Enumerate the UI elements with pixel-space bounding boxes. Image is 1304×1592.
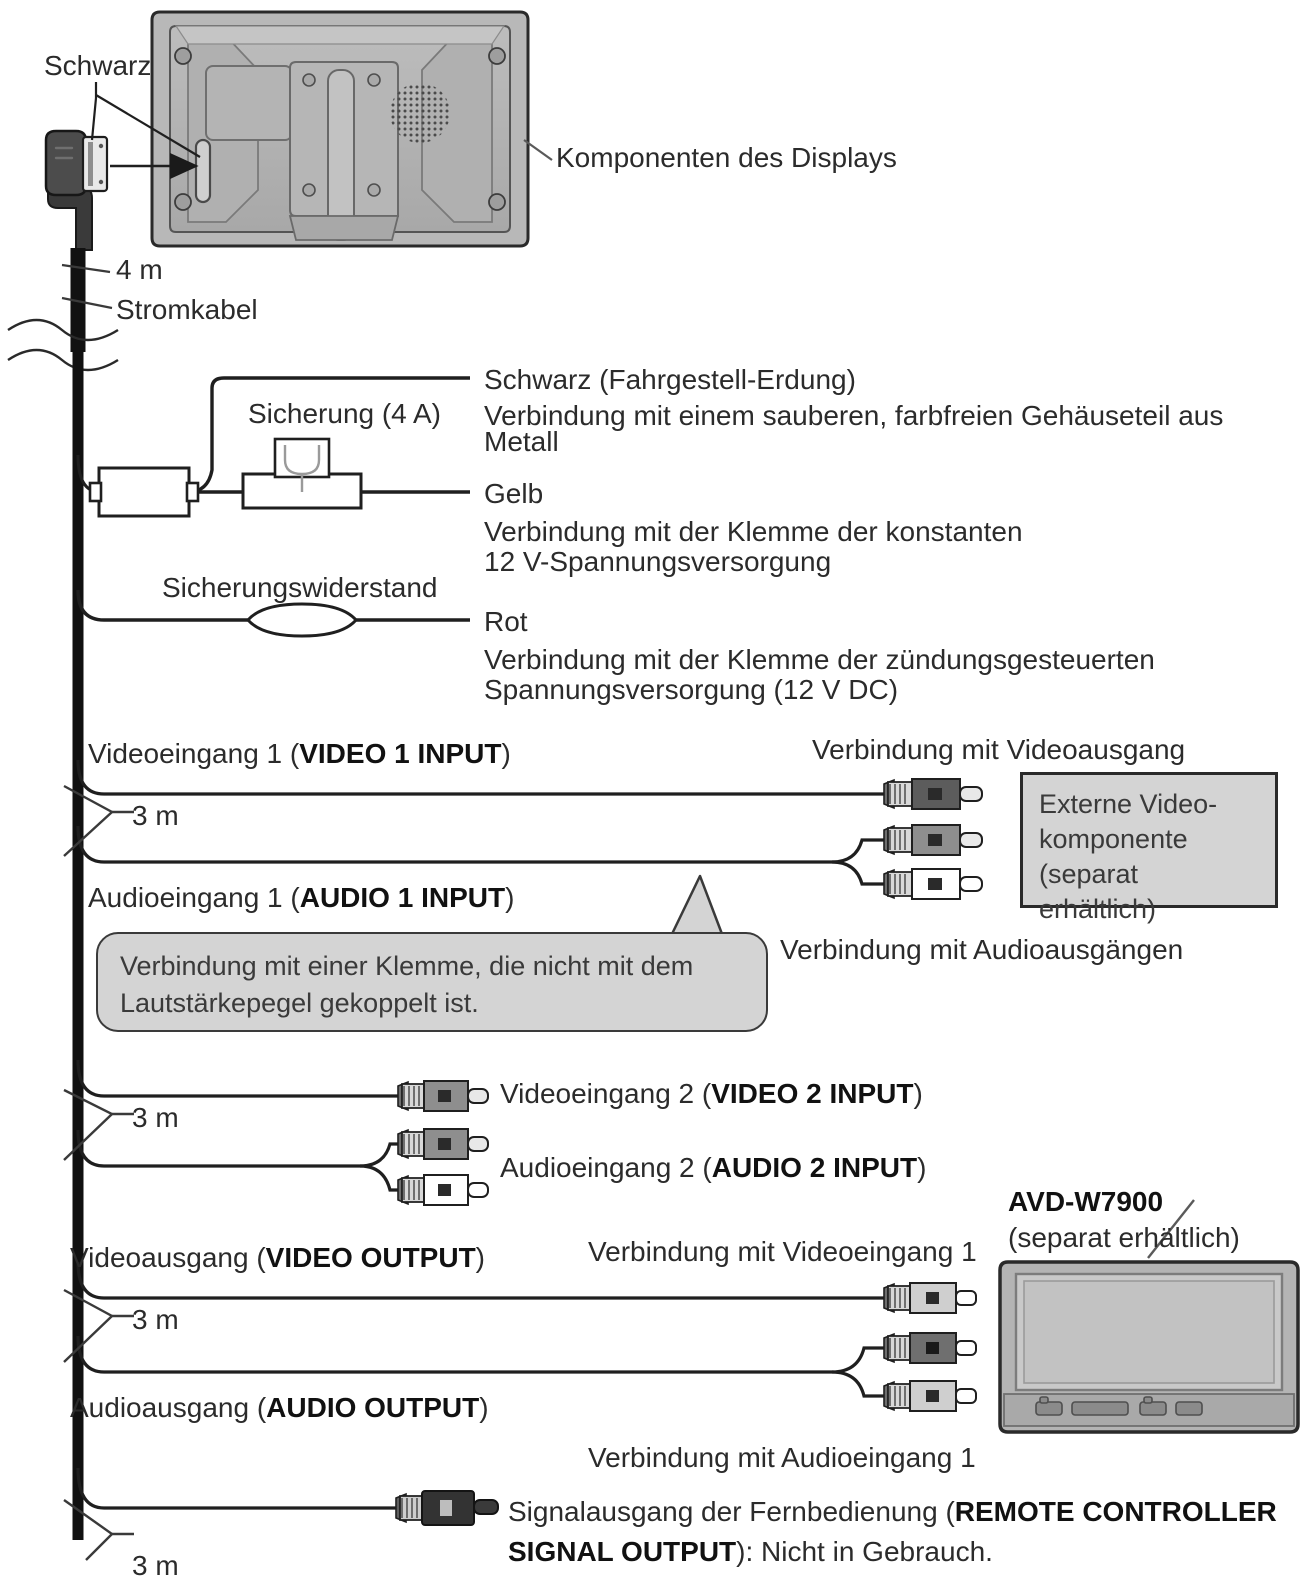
label-audio2-input (500, 1150, 926, 1186)
label-length-4m: 4 m (116, 254, 163, 285)
label-audio-out-paren: ) (479, 1392, 489, 1423)
label-video2-paren: ) (913, 1078, 923, 1109)
label-audio1-paren: ) (505, 882, 515, 913)
leader-lines-top (92, 82, 552, 166)
label-remote-bold-1: REMOTE CONTROLLER (954, 1496, 1277, 1527)
external-box-line-3: (separat erhältlich) (1039, 859, 1157, 925)
label-gelb-title: Gelb (484, 478, 544, 509)
label-rot-desc-1: Verbindung mit der Klemme der zündungsgesteuerten (484, 644, 1155, 675)
label-schwarz-ground-desc-1: Verbindung mit einem sauberen, farbfreien Gehäuseteil aus (484, 400, 1224, 431)
label-remote-bold-2: SIGNAL OUTPUT (508, 1536, 737, 1567)
label-audio1-plain: Audioeingang 1 ( (88, 882, 300, 913)
leader-lines-cable (62, 265, 112, 308)
label-sicherung: Sicherung (4 A) (248, 398, 441, 429)
callout-bubble-volume (96, 932, 768, 1032)
av-out-cables (64, 1262, 884, 1396)
label-audio1-input (88, 880, 514, 916)
label-connect-audio-out: Verbindung mit Audioausgängen (780, 934, 1184, 965)
display-rear-illustration (152, 12, 528, 246)
av2-cables (64, 1060, 398, 1190)
rca-connectors-av1 (884, 779, 982, 899)
label-schwarz-plug: Schwarz (44, 50, 152, 81)
external-video-component-box (1020, 772, 1278, 925)
label-video-out-bold: VIDEO OUTPUT (265, 1242, 476, 1273)
label-komponenten-des-displays: Komponenten des Displays (556, 142, 897, 173)
label-video1-plain: Videoeingang 1 ( (88, 738, 300, 769)
label-length-3m-1: 3 m (132, 800, 179, 831)
external-box-line-2: komponente (1039, 824, 1188, 855)
label-sicherungswiderstand: Sicherungswiderstand (162, 572, 438, 603)
label-connect-audio-in1: Verbindung mit Audioeingang 1 (588, 1442, 976, 1473)
label-schwarz-ground-desc-2: Metall (484, 426, 559, 457)
label-audio-out-plain: Audioausgang ( (70, 1392, 267, 1423)
label-video2-input (500, 1076, 923, 1112)
label-length-3m-2: 3 m (132, 1102, 179, 1133)
label-connect-video-in1: Verbindung mit Videoeingang 1 (588, 1236, 977, 1267)
label-avd-model: AVD-W7900 (1008, 1186, 1164, 1217)
rca-connectors-av2 (398, 1081, 488, 1205)
ferrite-block (90, 468, 198, 516)
remote-connector-plug (396, 1491, 498, 1525)
label-avd-availability: (separat erhältlich) (1008, 1222, 1240, 1253)
label-audio-out-bold: AUDIO OUTPUT (266, 1392, 480, 1423)
fuse-holder (243, 439, 361, 508)
callout-line-1: Verbindung mit einer Klemme, die nicht mit dem (120, 951, 694, 981)
label-connect-video-out: Verbindung mit Videoausgang (812, 734, 1186, 765)
label-gelb-desc-2: 12 V-Spannungsversorgung (484, 546, 832, 577)
power-connector-plug (46, 131, 107, 250)
label-remote-plain-2: ): Nicht in Gebrauch. (736, 1536, 993, 1567)
label-remote-line-2 (508, 1534, 993, 1570)
label-audio1-bold: AUDIO 1 INPUT (299, 882, 506, 913)
label-video1-paren: ) (501, 738, 511, 769)
label-remote-plain-1: Signalausgang der Fernbedienung ( (508, 1496, 955, 1527)
label-remote-line-1 (508, 1494, 1277, 1530)
label-video-out-paren: ) (475, 1242, 485, 1273)
label-rot-title: Rot (484, 606, 528, 637)
label-gelb-desc-1: Verbindung mit der Klemme der konstanten (484, 516, 1023, 547)
label-audio2-paren: ) (917, 1152, 927, 1183)
label-video2-plain: Videoeingang 2 ( (500, 1078, 712, 1109)
label-video1-input (88, 736, 511, 772)
callout-line-2: Lautstärkepegel gekoppelt ist. (120, 988, 479, 1019)
label-video-output (70, 1240, 485, 1276)
label-length-3m-3: 3 m (132, 1304, 179, 1335)
label-audio2-plain: Audioeingang 2 ( (500, 1152, 712, 1183)
fusible-resistor (248, 604, 356, 636)
label-video-out-plain: Videoausgang ( (70, 1242, 266, 1273)
external-box-line-1: Externe Video- (1039, 789, 1218, 819)
label-rot-desc-2: Spannungsversorgung (12 V DC) (484, 674, 899, 705)
label-length-3m-4: 3 m (132, 1550, 179, 1581)
label-audio-output (70, 1390, 489, 1426)
callout-tail (672, 876, 722, 934)
label-schwarz-ground-title: Schwarz (Fahrgestell-Erdung) (484, 364, 856, 395)
av1-cables (64, 760, 884, 884)
label-video2-bold: VIDEO 2 INPUT (711, 1078, 914, 1109)
label-stromkabel: Stromkabel (116, 294, 258, 325)
label-video1-bold: VIDEO 1 INPUT (299, 738, 502, 769)
rca-connectors-av-out (884, 1283, 976, 1411)
remote-controller-cable (64, 1468, 396, 1560)
label-audio2-bold: AUDIO 2 INPUT (711, 1152, 918, 1183)
